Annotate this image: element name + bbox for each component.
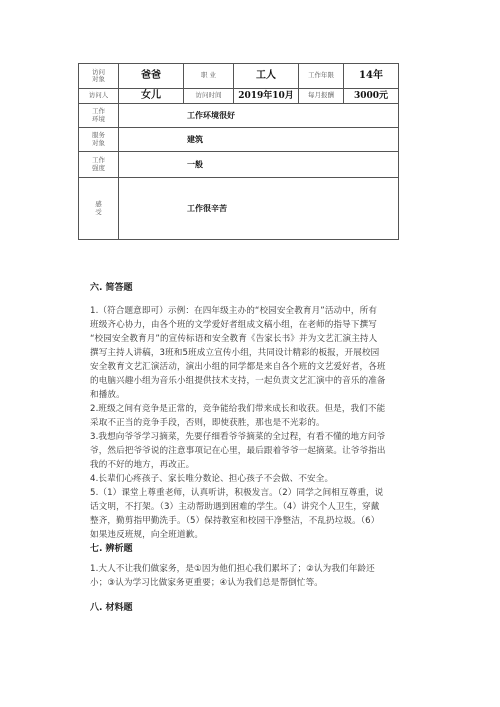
label-interview-target: 访问 对象	[79, 64, 119, 89]
value-interview-time: 2019年10月	[234, 89, 299, 104]
label-interviewer: 访问人	[79, 89, 119, 104]
short-answer-text	[90, 304, 412, 542]
value-monthly-pay: 3000元	[344, 89, 399, 104]
value-work-environment: 工作环境很好	[119, 104, 399, 128]
table-row	[79, 128, 399, 152]
label-monthly-pay: 每月报酬	[299, 89, 344, 104]
text-line: 班级齐心协力，由各个班的文学爱好者组成文稿小组，在老师的指导下撰写	[90, 320, 377, 330]
section-heading-analysis: 七. 辨析题	[90, 544, 133, 554]
table-row	[79, 89, 399, 104]
text-line: 的电脑兴趣小组为音乐小组提供技术支持，一起负责文艺汇演中的音乐的准备	[90, 376, 386, 386]
text-line: 3.我想向爷爷学习摘菜，先要仔细看爷爷摘菜的全过程，有看不懂的地方问爷	[90, 432, 386, 442]
label-interview-time: 访问时间	[184, 89, 234, 104]
text-line: 安全教育文艺汇演活动，演出小组的同学都是来自各个班的文艺爱好者，各班	[90, 362, 386, 372]
value-occupation: 工人	[234, 64, 299, 89]
section-heading-short-answer: 六. 简答题	[90, 283, 133, 293]
value-work-intensity: 一般	[119, 152, 399, 178]
label-work-intensity: 工作 强度	[79, 152, 119, 178]
text-line: 采取不正当的竞争手段，否则，即使获胜，那也是不光彩的。	[90, 418, 325, 428]
label-work-years: 工作年限	[299, 64, 344, 89]
label-occupation: 职 业	[184, 64, 234, 89]
text-line: 4.长辈们心疼孩子、家长唯分数论、担心孩子不会做、不安全。	[90, 474, 334, 484]
value-interviewer: 女儿	[119, 89, 184, 104]
text-line: 如果违反班规，向全班道歉。	[90, 530, 204, 540]
table-row	[79, 104, 399, 128]
text-line: 5.（1）课堂上尊重老师，认真听讲，积极发言。（2）同学之间相互尊重，说	[90, 488, 384, 498]
text-line: 和播放。	[90, 390, 125, 400]
text-line: 小；③认为学习比做家务更重要；④认为我们总是帮倒忙等。	[90, 578, 323, 588]
value-interview-target: 爸爸	[119, 64, 184, 89]
label-work-environment: 工作 环境	[79, 104, 119, 128]
section-heading-material: 八. 材料题	[90, 603, 133, 613]
text-line: 我的不好的地方，再改正。	[90, 460, 195, 470]
text-line: 爷，然后把爷爷说的注意事项记在心里，最后跟着爷爷一起摘菜。让爷爷指出	[90, 446, 386, 456]
label-feelings: 感 受	[79, 178, 119, 240]
table-row	[79, 152, 399, 178]
interview-table	[78, 63, 399, 240]
text-line: 撰写主持人讲稿，3班和5班成立宣传小组，共同设计精彩的板报，开展校园	[90, 348, 380, 358]
label-service-target: 服务 对象	[79, 128, 119, 152]
table-row	[79, 178, 399, 240]
value-feelings: 工作很辛苦	[119, 178, 399, 240]
text-line: 整齐，勤剪指甲勤洗手。（5）保持教室和校园干净整洁，不乱扔垃圾。（6）	[90, 516, 380, 526]
text-line: “校园安全教育月”的宣传标语和安全教育《告家长书》并为文艺汇演主持人	[90, 334, 378, 344]
text-line: 2.班级之间有竞争是正常的，竞争能给我们带来成长和收获。但是，我们不能	[90, 404, 386, 414]
table-row	[79, 64, 399, 89]
analysis-text	[90, 562, 412, 590]
text-line: 话文明，不打架。（3）主动帮助遇到困难的学生。（4）讲究个人卫生，穿戴	[90, 502, 380, 512]
value-service-target: 建筑	[119, 128, 399, 152]
text-line: 1.大人不让我们做家务，是①因为他们担心我们累坏了；②认为我们年龄还	[90, 564, 375, 574]
text-line: 1.（符合题意即可）示例：在四年级主办的“校园安全教育月”活动中，所有	[90, 306, 378, 316]
value-work-years: 14年	[344, 64, 399, 89]
